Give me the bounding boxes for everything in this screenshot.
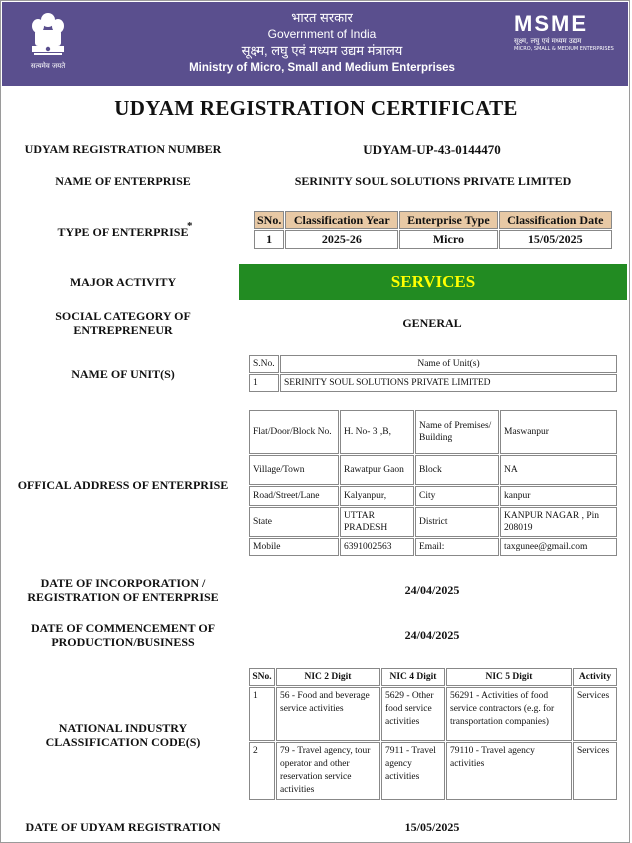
hindi-ministry: सूक्ष्म, लघु एवं मध्यम उद्यम मंत्रालय — [241, 43, 403, 58]
header-text — [172, 10, 472, 76]
table-cell: Village/Town — [249, 455, 339, 485]
table-cell: State — [249, 507, 339, 537]
major-activity-label: MAJOR ACTIVITY — [69, 275, 177, 289]
table-cell: City — [415, 486, 499, 506]
table-header: NIC 4 Digit — [381, 668, 445, 686]
table-cell: Mobile — [249, 538, 339, 556]
udyam-date-value: 15/05/2025 — [404, 820, 460, 834]
table-header: SNo. — [249, 668, 275, 686]
table-header: Classification Date — [499, 211, 612, 229]
table-header: SNo. — [254, 211, 284, 229]
msme-logo-hindi: सूक्ष्म, लघु एवं मध्यम उद्यम — [514, 37, 582, 45]
table-cell: 5629 - Other food service activities — [381, 687, 445, 741]
table-cell: Flat/Door/Block No. — [249, 410, 339, 454]
table-cell: 15/05/2025 — [499, 230, 612, 249]
table-header: Classification Year — [285, 211, 398, 229]
national-emblem-icon — [28, 10, 68, 74]
table-cell: H. No- 3 ,B, — [340, 410, 414, 454]
table-header: Name of Unit(s) — [280, 355, 617, 373]
required-star: * — [187, 220, 193, 232]
commencement-date: 24/04/2025 — [404, 628, 460, 642]
address-label: OFFICAL ADDRESS OF ENTERPRISE — [17, 478, 229, 492]
table-row — [249, 410, 617, 454]
social-category-label-line1: SOCIAL CATEGORY OF — [55, 309, 191, 323]
table-cell: 6391002563 — [340, 538, 414, 556]
government-of-india: Government of India — [267, 27, 377, 41]
social-category-label — [8, 309, 238, 337]
incorporation-date: 24/04/2025 — [404, 583, 460, 597]
table-cell: 7911 - Travel agency activities — [381, 742, 445, 800]
table-cell: UTTAR PRADESH — [340, 507, 414, 537]
table-row — [249, 455, 617, 485]
table-cell: KANPUR NAGAR , Pin 208019 — [500, 507, 617, 537]
social-category-label-line2: ENTREPRENEUR — [73, 323, 173, 337]
table-header: Enterprise Type — [399, 211, 497, 229]
table-cell: 1 — [249, 687, 275, 741]
units-label: NAME OF UNIT(S) — [71, 367, 175, 381]
table-cell: Rawatpur Gaon — [340, 455, 414, 485]
table-row — [249, 374, 617, 392]
reg-number-value: UDYAM-UP-43-0144470 — [363, 142, 501, 157]
table-header-row — [249, 355, 617, 373]
nic-label — [8, 721, 238, 749]
table-header: NIC 5 Digit — [446, 668, 572, 686]
udyam-date-label: DATE OF UDYAM REGISTRATION — [25, 820, 221, 834]
table-header-row — [254, 211, 612, 229]
table-row — [254, 230, 612, 249]
msme-logo-word: MSME — [514, 11, 588, 36]
table-row — [249, 538, 617, 556]
incorporation-label-line1: DATE OF INCORPORATION / — [40, 576, 206, 590]
incorporation-label-line2: REGISTRATION OF ENTERPRISE — [27, 590, 219, 604]
reg-number-label: UDYAM REGISTRATION NUMBER — [24, 142, 222, 156]
table-cell: 79 - Travel agency, tour operator and other reservation service activities — [276, 742, 380, 800]
commencement-label-line2: PRODUCTION/BUSINESS — [51, 635, 195, 649]
header-banner — [2, 2, 628, 86]
commencement-label — [8, 621, 238, 649]
table-cell: Block — [415, 455, 499, 485]
table-cell: 2 — [249, 742, 275, 800]
table-cell: Name of Premises/ Building — [415, 410, 499, 454]
table-row — [249, 687, 617, 741]
ministry-name: Ministry of Micro, Small and Medium Enterprises — [189, 62, 455, 74]
classification-table — [253, 210, 613, 250]
nic-label-line2: CLASSIFICATION CODE(S) — [45, 735, 201, 749]
table-cell: 1 — [249, 374, 279, 392]
table-row — [249, 742, 617, 800]
msme-logo — [514, 12, 614, 53]
incorporation-label — [8, 576, 238, 604]
table-cell: Services — [573, 687, 617, 741]
major-activity-value: SERVICES — [239, 264, 627, 300]
units-table — [248, 354, 618, 393]
table-cell: taxgunee@gmail.com — [500, 538, 617, 556]
table-cell: kanpur — [500, 486, 617, 506]
table-cell: District — [415, 507, 499, 537]
enterprise-type-label: TYPE OF ENTERPRISE — [57, 225, 189, 239]
table-header: S.No. — [249, 355, 279, 373]
table-cell: SERINITY SOUL SOLUTIONS PRIVATE LIMITED — [280, 374, 617, 392]
hindi-government: भारत सरकार — [291, 10, 353, 25]
table-header: NIC 2 Digit — [276, 668, 380, 686]
nic-label-line1: NATIONAL INDUSTRY — [58, 721, 188, 735]
table-cell: 56 - Food and beverage service activities — [276, 687, 380, 741]
table-cell: Kalyanpur, — [340, 486, 414, 506]
table-cell: NA — [500, 455, 617, 485]
table-header: Activity — [573, 668, 617, 686]
certificate-title: UDYAM REGISTRATION CERTIFICATE — [114, 96, 518, 120]
address-table — [248, 409, 618, 557]
table-cell: Email: — [415, 538, 499, 556]
nic-table — [248, 667, 618, 801]
enterprise-name-value: SERINITY SOUL SOLUTIONS PRIVATE LIMITED — [294, 174, 572, 188]
table-cell: 1 — [254, 230, 284, 249]
table-cell: Micro — [399, 230, 497, 249]
table-cell: 79110 - Travel agency activities — [446, 742, 572, 800]
social-category-value: GENERAL — [402, 316, 462, 330]
table-cell: 56291 - Activities of food service contractors (e.g. for transportation companies) — [446, 687, 572, 741]
svg-text:सत्यमेव जयते: सत्यमेव जयते — [30, 62, 66, 70]
enterprise-name-label: NAME OF ENTERPRISE — [55, 174, 191, 188]
table-row — [249, 507, 617, 537]
table-cell: Road/Street/Lane — [249, 486, 339, 506]
table-cell: 2025-26 — [285, 230, 398, 249]
table-cell: Services — [573, 742, 617, 800]
commencement-label-line1: DATE OF COMMENCEMENT OF — [30, 621, 216, 635]
table-cell: Maswanpur — [500, 410, 617, 454]
msme-logo-subtitle: MICRO, SMALL & MEDIUM ENTERPRISES — [514, 46, 614, 52]
table-header-row — [249, 668, 617, 686]
table-row — [249, 486, 617, 506]
